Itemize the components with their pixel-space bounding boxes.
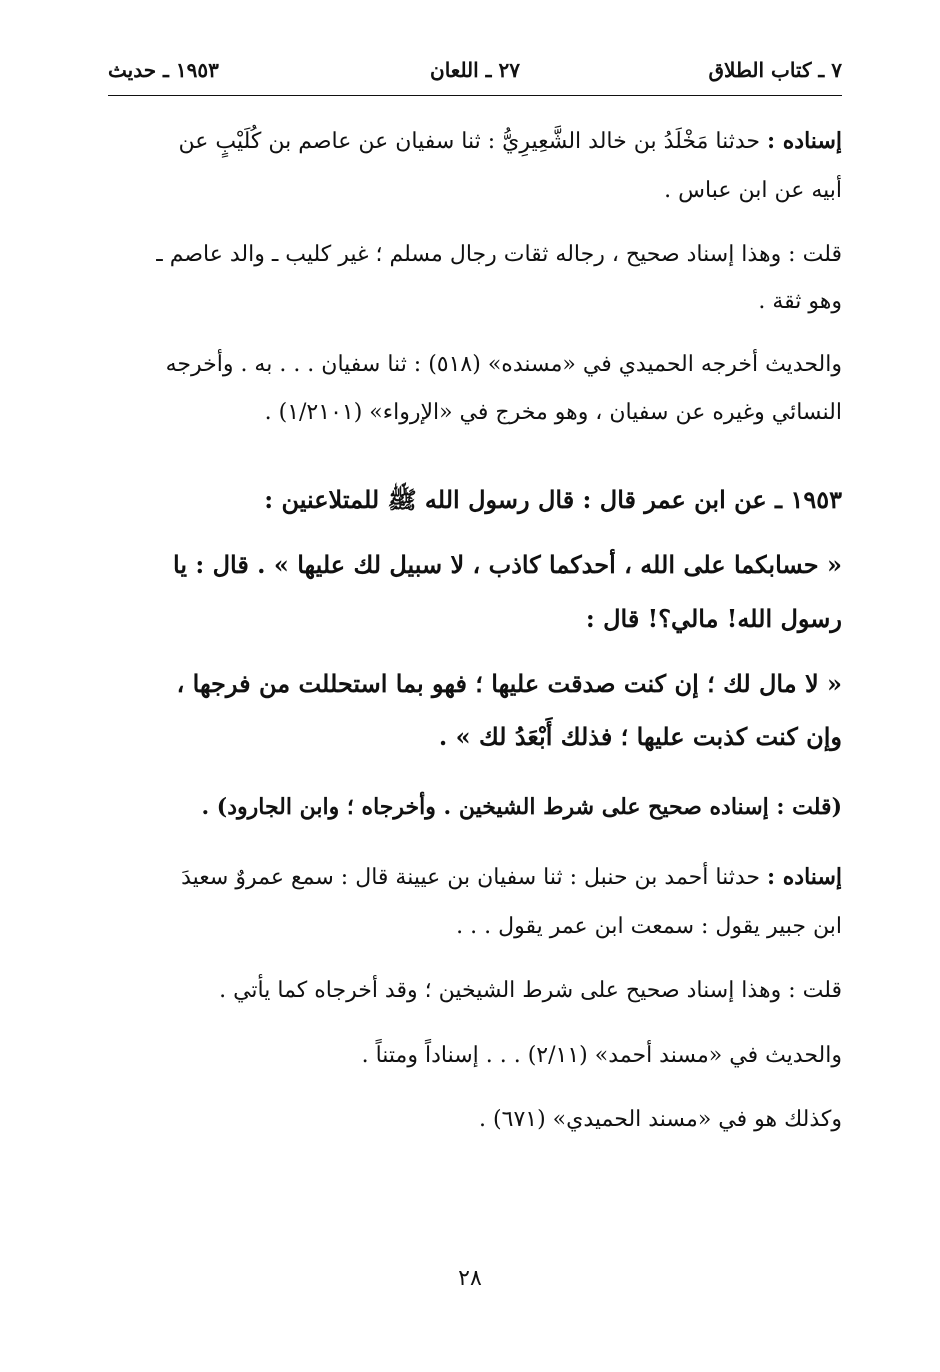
page-number: ٢٨ — [458, 1266, 482, 1291]
isnad-text: حدثنا مَخْلَدُ بن خالد الشَّعِيرِيُّ : ثنا سفيان عن عاصم بن كُلَيْبٍ عن — [178, 129, 767, 154]
hadith-text-line-3: « لا مال لك ؛ إن كنت صدقت عليها ؛ فهو بما استحللت من فرجها ، — [176, 669, 842, 698]
isnad-line-1 — [178, 126, 842, 157]
takhrij-line-2: النسائي وغيره عن سفيان ، وهو مخرج في «الإرواء» (١/٢١٠١) . — [264, 400, 842, 425]
hadith-text-line-2: رسول الله! مالي؟! قال : — [585, 604, 842, 633]
musnad-ahmad-line: والحديث في «مسند أحمد» (٢/١١) . . . إسناداً ومتناً . — [361, 1043, 842, 1068]
comment-line-2: وهو ثقة . — [758, 289, 842, 314]
header-hadith-number: ١٩٥٣ ـ حديث — [108, 58, 219, 82]
comment2-line: قلت : وهذا إسناد صحيح على شرط الشيخين ؛ وقد أخرجاه كما يأتي . — [219, 978, 842, 1003]
hadith-text-line-1: « حسابكما على الله ، أحدكما كاذب ، لا سبيل لك عليها » . قال : يا — [173, 550, 842, 579]
comment-line-1: قلت : وهذا إسناد صحيح ، رجاله ثقات رجال مسلم ؛ غير كليب ـ والد عاصم ـ — [156, 242, 842, 267]
isnad-label: إسناده : — [767, 128, 842, 154]
isnad2-text: حدثنا أحمد بن حنبل : ثنا سفيان بن عيينة قال : سمع عمروٌ سعيدَ — [181, 865, 767, 890]
grading-line: (قلت : إسناده صحيح على شرط الشيخين . وأخرجاه ؛ وابن الجارود) . — [201, 794, 842, 820]
isnad2-line-1 — [181, 862, 842, 893]
hadith-text-line-4: وإن كنت كذبت عليها ؛ فذلك أَبْعَدُ لك » . — [438, 722, 842, 751]
header-chapter-title: ٢٧ ـ اللعان — [430, 58, 520, 82]
header-divider — [108, 95, 842, 96]
isnad2-label: إسناده : — [767, 864, 842, 890]
isnad2-line-2: ابن جبير يقول : سمعت ابن عمر يقول . . . — [456, 914, 842, 939]
running-header — [108, 58, 842, 92]
isnad-line-2: أبيه عن ابن عباس . — [664, 178, 842, 203]
takhrij-line-1: والحديث أخرجه الحميدي في «مسنده» (٥١٨) : ثنا سفيان . . . به . وأخرجه — [165, 352, 842, 377]
header-book-title: ٧ ـ كتاب الطلاق — [708, 58, 842, 82]
hadith-title: ١٩٥٣ ـ عن ابن عمر قال : قال رسول الله ﷺ للمتلاعنين : — [264, 485, 842, 514]
musnad-humaidi-line: وكذلك هو في «مسند الحميدي» (٦٧١) . — [479, 1107, 842, 1132]
